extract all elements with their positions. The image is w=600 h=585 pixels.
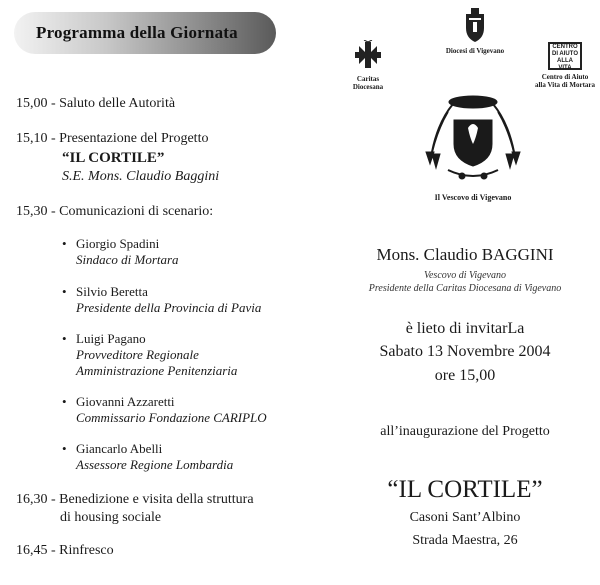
venue-address: Strada Maestra, 26 (412, 533, 518, 548)
host-name: Mons. Claudio BAGGINI (376, 245, 554, 264)
item-time: 15,00 - (16, 96, 56, 111)
item-time: 16,30 - (16, 492, 56, 507)
speaker-item (62, 284, 262, 316)
speaker-role: Provveditore Regionale (76, 347, 199, 362)
speaker-name: Silvio Beretta (76, 284, 148, 299)
speaker-name: Luigi Pagano (76, 331, 146, 346)
caritas-label: Caritas (356, 75, 380, 83)
invite-line-1: è lieto di invitarLa (405, 320, 525, 337)
speaker-name: Giorgio Spadini (76, 236, 160, 251)
program-item-1500 (16, 95, 175, 113)
bullet-icon: • (62, 284, 67, 299)
speaker-name: Giovanni Azzaretti (76, 394, 175, 409)
speaker-name: Giancarlo Abelli (76, 441, 163, 456)
speaker-item (62, 236, 179, 268)
invitation-column (330, 0, 600, 585)
centro-badge-line-3: ALLA VITA (557, 58, 573, 71)
program-title-banner (14, 12, 276, 54)
speaker-name: S.E. Mons. Claudio Baggini (62, 169, 220, 184)
host-role-1: Vescovo di Vigevano (423, 270, 506, 281)
diocesi-label: Diocesi di Vigevano (445, 47, 505, 55)
item-text: Comunicazioni di scenario: (59, 204, 214, 219)
program-item-1530 (16, 203, 213, 221)
centro-label: Centro di Aiuto (541, 73, 589, 81)
speaker-role: Commissario Fondazione CARIPLO (76, 410, 267, 425)
item-time: 15,30 - (16, 204, 56, 219)
program-item-1630 (16, 491, 254, 509)
item-text: Benedizione e visita della struttura (59, 492, 254, 507)
venue-name: Casoni Sant’Albino (409, 510, 521, 525)
program-item-1645 (16, 542, 114, 560)
bullet-icon: • (62, 441, 67, 456)
invite-date: Sabato 13 Novembre 2004 (379, 343, 551, 360)
invite-time: ore 15,00 (434, 367, 496, 384)
speaker-role-2: Amministrazione Penitenziaria (76, 363, 238, 378)
host-role-2: Presidente della Caritas Diocesana di Vigevano (368, 283, 562, 294)
bullet-icon: • (62, 236, 67, 251)
caritas-label-2: Diocesana (352, 83, 384, 91)
centro-badge-line-2: DI AIUTO (551, 51, 578, 57)
speaker-role: Assessore Regione Lombardia (76, 457, 234, 472)
item-text: Saluto delle Autorità (59, 96, 176, 111)
speaker-item (62, 394, 267, 426)
project-name: “IL CORTILE” (62, 150, 165, 166)
speaker-role: Sindaco di Mortara (76, 252, 179, 267)
bullet-icon: • (62, 331, 67, 346)
project-title: “IL CORTILE” (387, 476, 543, 503)
speaker-item (62, 441, 234, 473)
centro-label-2: alla Vita di Mortara (534, 81, 596, 89)
speaker-role: Presidente della Provincia di Pavia (76, 300, 262, 315)
bullet-icon: • (62, 394, 67, 409)
item-text-2: di housing sociale (60, 510, 162, 525)
item-time: 15,10 - (16, 131, 56, 146)
item-text: Rinfresco (59, 543, 114, 558)
vescovo-label: Il Vescovo di Vigevano (434, 193, 512, 202)
program-title: Programma della Giornata (36, 23, 238, 42)
program-item-1510 (16, 130, 208, 148)
item-text: Presentazione del Progetto (59, 131, 209, 146)
item-time: 16,45 - (16, 543, 56, 558)
invite-line-4: all’inaugurazione del Progetto (380, 424, 550, 439)
speaker-item (62, 331, 238, 379)
centro-badge-line-1: CENTRO (552, 44, 578, 50)
